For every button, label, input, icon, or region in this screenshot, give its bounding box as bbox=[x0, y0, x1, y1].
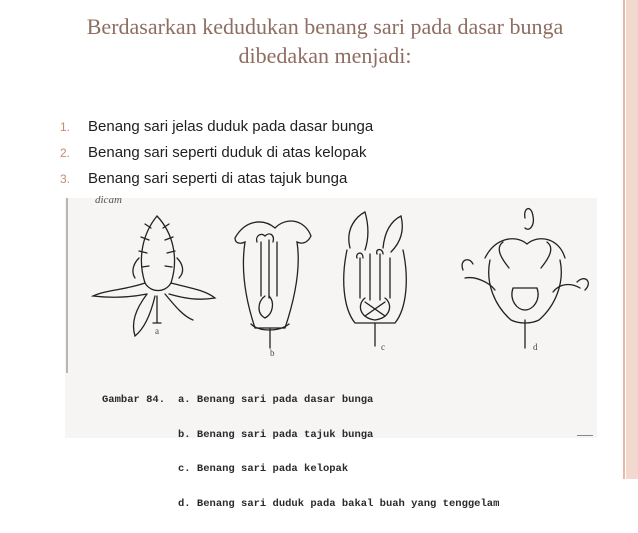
flower-label-c: c bbox=[381, 342, 385, 352]
figure-caption bbox=[102, 372, 499, 533]
slide-accent-bar bbox=[626, 0, 638, 479]
scan-mark bbox=[577, 435, 593, 436]
caption-letter: a. bbox=[178, 394, 191, 406]
flower-drawings bbox=[65, 198, 597, 373]
flower-a-drawing bbox=[93, 216, 215, 336]
caption-row bbox=[102, 395, 499, 407]
list-text: Benang sari seperti di atas tajuk bunga bbox=[88, 170, 348, 187]
flower-b-drawing bbox=[235, 221, 311, 348]
list-number: 1. bbox=[60, 120, 71, 134]
figure-top-fragment: dicam bbox=[95, 194, 122, 206]
stamen-figure bbox=[65, 194, 597, 510]
list-number: 3. bbox=[60, 172, 71, 186]
list-text: Benang sari jelas duduk pada dasar bunga bbox=[88, 118, 374, 135]
flower-label-b: b bbox=[270, 348, 275, 358]
bullet-list bbox=[60, 114, 373, 192]
flower-label-d: d bbox=[533, 342, 538, 352]
list-item bbox=[60, 114, 373, 140]
caption-text: Benang sari pada dasar bunga bbox=[196, 394, 374, 406]
caption-text: Benang sari duduk pada bakal buah yang tenggelam bbox=[196, 497, 500, 510]
caption-text: Benang sari pada tajuk bunga bbox=[196, 428, 374, 441]
caption-row bbox=[102, 499, 499, 511]
slide-title: Berdasarkan kedudukan benang sari pada dasar bunga dibedakan menjadi: bbox=[86, 14, 564, 68]
caption-letter: d. bbox=[178, 497, 191, 510]
flower-d-drawing bbox=[462, 209, 588, 348]
list-item bbox=[60, 140, 373, 166]
list-number: 2. bbox=[60, 146, 71, 160]
caption-letter: b. bbox=[178, 428, 191, 441]
list-text: Benang sari seperti duduk di atas kelopak bbox=[88, 144, 367, 161]
slide-border-line bbox=[623, 0, 625, 479]
caption-row bbox=[102, 464, 499, 476]
flower-label-a: a bbox=[155, 326, 159, 336]
caption-row bbox=[102, 430, 499, 442]
caption-text: Benang sari pada kelopak bbox=[196, 463, 349, 475]
caption-letter: c. bbox=[178, 463, 191, 475]
flower-c-drawing bbox=[344, 212, 407, 346]
caption-label: Gambar 84. bbox=[102, 394, 166, 406]
list-item bbox=[60, 166, 373, 192]
